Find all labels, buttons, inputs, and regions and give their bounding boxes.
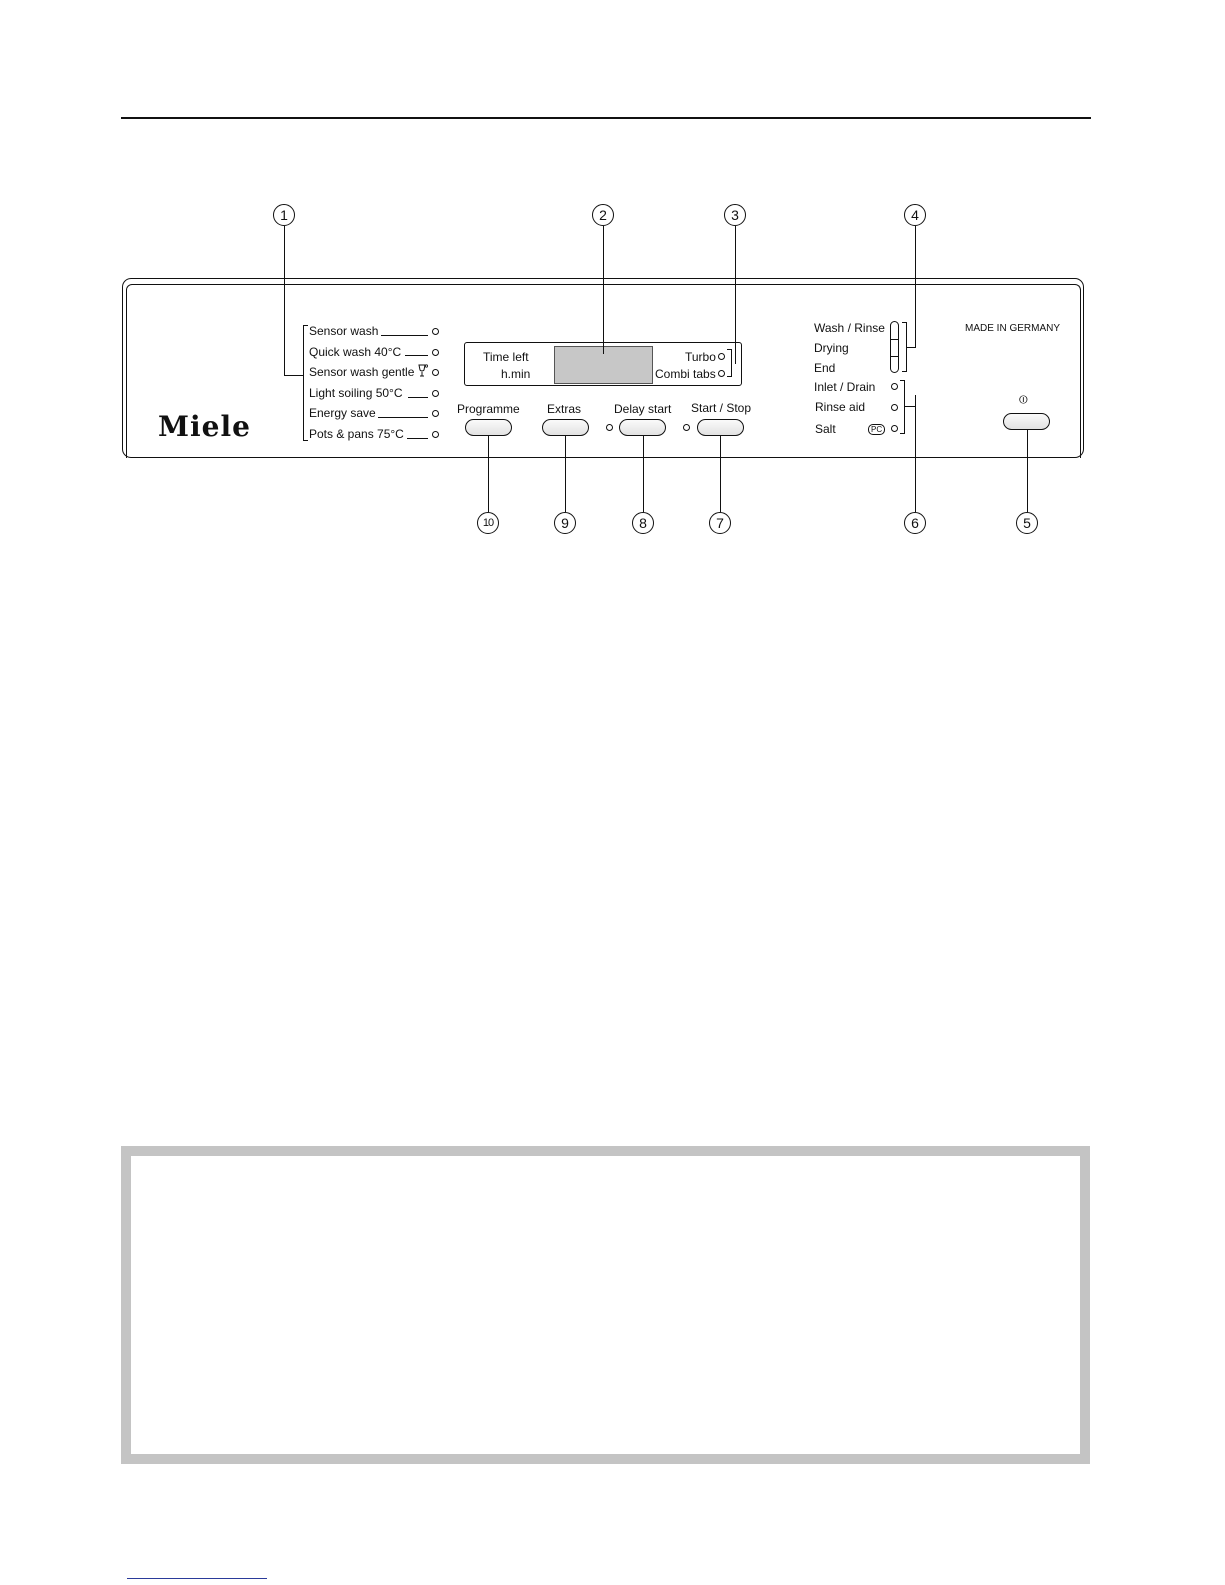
pc-badge: PC xyxy=(868,424,885,435)
made-in-germany-label: MADE IN GERMANY xyxy=(965,323,1061,334)
programme-led-energy-save xyxy=(432,410,439,417)
footer-link-underline xyxy=(127,1578,267,1579)
inlet-drain-led xyxy=(891,383,898,390)
callout-10: 10 xyxy=(477,512,499,534)
time-left-label: Time left xyxy=(483,350,529,364)
progress-indicator xyxy=(890,321,899,373)
callout-2-leader xyxy=(603,226,604,354)
programme-label-pots-pans: Pots & pans 75°C xyxy=(309,427,404,441)
rinse-aid-label: Rinse aid xyxy=(815,400,866,414)
programme-label-sensor-wash-gentle: Sensor wash gentle xyxy=(309,365,415,379)
callout-8: 8 xyxy=(632,512,654,534)
callout-1: 1 xyxy=(273,204,295,226)
delay-start-led xyxy=(606,424,613,431)
delay-start-button-label: Delay start xyxy=(614,402,672,416)
programme-led-pots-pans xyxy=(432,431,439,438)
programme-led-sensor-wash-gentle xyxy=(432,369,439,376)
callout-10-leader xyxy=(488,436,489,512)
callout-9-leader xyxy=(565,436,566,512)
callout-4-leader xyxy=(907,347,916,348)
callout-7-leader xyxy=(720,436,721,512)
extras-button-label: Extras xyxy=(547,402,582,416)
callout-5-leader xyxy=(1027,430,1028,512)
callout-1-leader xyxy=(284,375,304,376)
callout-7: 7 xyxy=(709,512,731,534)
power-button[interactable] xyxy=(1003,413,1050,430)
callout-6-leader xyxy=(915,395,916,512)
turbo-label: Turbo xyxy=(685,350,716,364)
programme-label-light-soiling: Light soiling 50°C xyxy=(309,386,403,400)
callout-9: 9 xyxy=(554,512,576,534)
miele-logo: Miele xyxy=(158,410,251,443)
combi-tabs-led xyxy=(718,370,725,377)
header-rule xyxy=(121,117,1091,119)
extras-button[interactable] xyxy=(542,419,589,436)
programme-led-quick-wash xyxy=(432,349,439,356)
salt-led xyxy=(891,425,898,432)
progress-divider xyxy=(890,339,899,340)
delay-start-button[interactable] xyxy=(619,419,666,436)
progress-divider xyxy=(890,356,899,357)
start-stop-button[interactable] xyxy=(697,419,744,436)
wash-rinse-label: Wash / Rinse xyxy=(814,321,885,335)
programme-leader xyxy=(378,417,428,418)
note-box xyxy=(121,1146,1090,1464)
time-unit-label: h.min xyxy=(501,367,531,381)
programme-led-sensor-wash xyxy=(432,328,439,335)
programme-label-energy-save: Energy save xyxy=(309,406,376,420)
rinse-aid-led xyxy=(891,404,898,411)
inlet-drain-label: Inlet / Drain xyxy=(814,380,876,394)
programme-bracket xyxy=(303,325,308,441)
programme-button[interactable] xyxy=(465,419,512,436)
start-stop-led xyxy=(683,424,690,431)
callout-6-leader xyxy=(905,406,915,407)
combi-tabs-label: Combi tabs xyxy=(655,367,716,381)
drying-label: Drying xyxy=(814,341,849,355)
programme-leader xyxy=(408,397,428,398)
power-icon: ⏼ xyxy=(1019,393,1028,406)
programme-leader xyxy=(407,438,428,439)
callout-3: 3 xyxy=(724,204,746,226)
callout-4: 4 xyxy=(904,204,926,226)
programme-label-sensor-wash: Sensor wash xyxy=(309,324,379,338)
callout-4-leader xyxy=(915,226,916,348)
wine-glass-icon xyxy=(418,364,428,378)
turbo-led xyxy=(718,353,725,360)
programme-led-light-soiling xyxy=(432,390,439,397)
callout-5: 5 xyxy=(1016,512,1038,534)
programme-label-quick-wash: Quick wash 40°C xyxy=(309,345,402,359)
callout-3-leader xyxy=(735,226,736,364)
programme-leader xyxy=(405,355,428,356)
callout-2: 2 xyxy=(592,204,614,226)
extras-bracket xyxy=(727,349,732,377)
start-stop-button-label: Start / Stop xyxy=(691,401,752,415)
salt-label: Salt xyxy=(815,422,836,436)
programme-button-label: Programme xyxy=(457,402,520,416)
callout-1-leader xyxy=(284,226,285,376)
callout-6: 6 xyxy=(904,512,926,534)
callout-8-leader xyxy=(643,436,644,512)
end-label: End xyxy=(814,361,836,375)
programme-leader xyxy=(381,335,428,336)
